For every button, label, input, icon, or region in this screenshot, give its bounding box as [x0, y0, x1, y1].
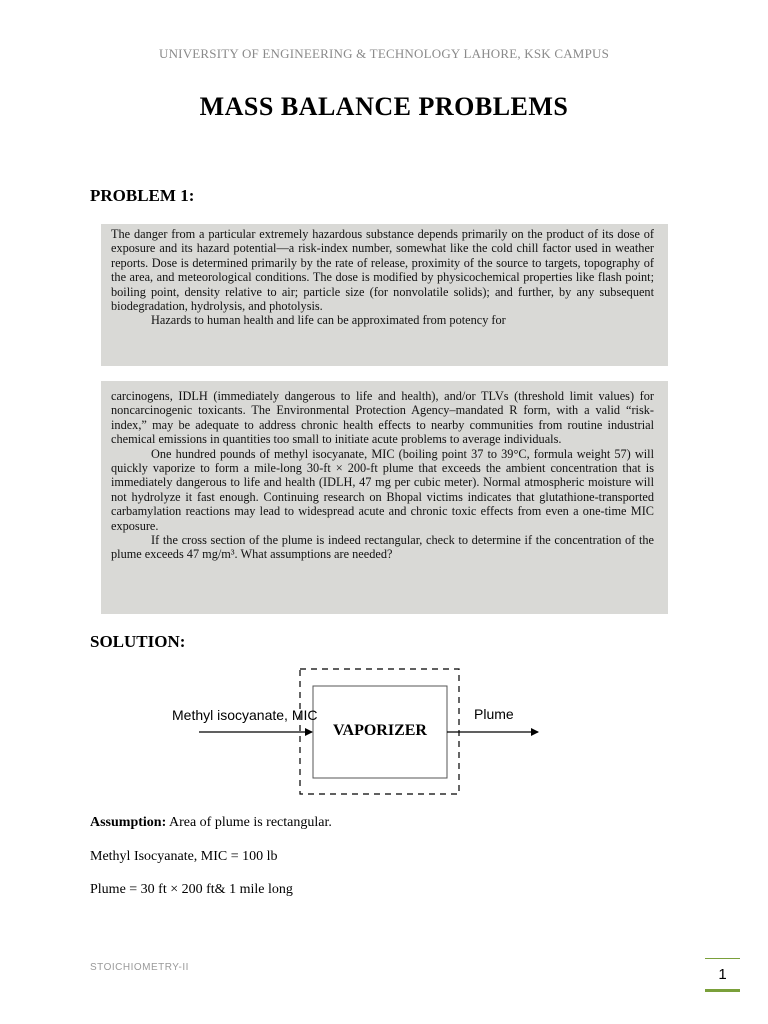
scan2-paragraph-3: If the cross section of the plume is indeed rectangular, check to determine if the concentration of the plume exceeds 47 mg/m³. What assumptions are needed?	[111, 533, 654, 562]
scan2-paragraph-1: carcinogens, IDLH (immediately dangerous to life and health), and/or TLVs (threshold limit values) for noncarcinogenic toxicants. The Environmental Protection Agency–mandated R form, with a valid “risk-index,” may be adequate to address chronic health effects to nearby communities from routine industrial chemical emissions in quantities too small to initiate acute problems to average individuals.	[111, 389, 654, 447]
scanned-excerpt-2	[101, 381, 668, 614]
assumption-text: Area of plume is rectangular.	[166, 815, 332, 830]
document-header: UNIVERSITY OF ENGINEERING & TECHNOLOGY LAHORE, KSK CAMPUS	[158, 46, 610, 61]
scan2-paragraph-2: One hundred pounds of methyl isocyanate, MIC (boiling point 37 to 39°C, formula weight 57) will quickly vaporize to form a mile-long 30-ft × 200-ft plume that exceeds the ambient concentration that is immediately dangerous to life and health (IDLH, 47 mg per cubic meter). Normal atmospheric moisture will not hydrolyze it fast enough. Continuing research on Bhopal victims indicates that glutathione-transported carbamylation reactions may lead to widespread acute and chronic toxic effects from even a one-time MIC exposure.	[111, 446, 654, 533]
scanned-excerpt-1	[101, 224, 668, 366]
scan1-paragraph-2: Hazards to human health and life can be approximated from potency for	[151, 313, 506, 328]
solution-heading: SOLUTION:	[90, 632, 186, 651]
footer-course: STOICHIOMETRY-II	[90, 962, 189, 973]
page-number: 1	[705, 958, 740, 992]
assumption-line	[90, 815, 332, 831]
problem-heading: PROBLEM 1:	[90, 186, 195, 205]
vaporizer-label: VAPORIZER	[333, 722, 427, 739]
page-title: MASS BALANCE PROBLEMS	[199, 92, 569, 121]
output-stream-label: Plume	[474, 706, 514, 722]
plume-dimension-line: Plume = 30 ft × 200 ft& 1 mile long	[90, 882, 293, 897]
assumption-label: Assumption:	[90, 815, 167, 830]
input-stream-label: Methyl isocyanate, MIC	[172, 707, 318, 723]
mic-quantity-line: Methyl Isocyanate, MIC = 100 lb	[90, 849, 278, 864]
scan1-paragraph-1: The danger from a particular extremely hazardous substance depends primarily on the product of its dose of exposure and its hazard potential—a risk-index number, somewhat like the cold chill factor used in weather reports. Dose is determined primarily by the rate of release, proximity of the source to targets, topography of the area, and meteorological conditions. The dose is modified by physicochemical properties like flash point; boiling point, density relative to air; particle size (for nonvolatile solids); and further, by any subsequent biodegradation, hydrolysis, and photolysis.	[111, 227, 654, 314]
